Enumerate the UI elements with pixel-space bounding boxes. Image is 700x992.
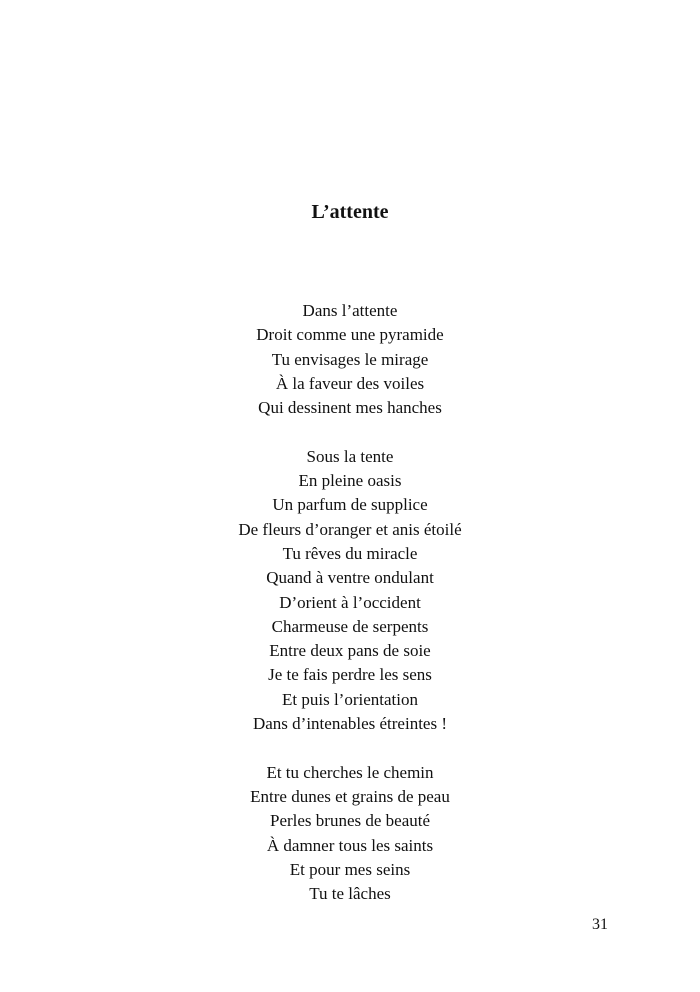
poem-line: Dans l’attente [302, 301, 398, 320]
poem-line: Et tu cherches le chemin [266, 762, 434, 782]
poem-line: Charmeuse de serpents [271, 616, 429, 636]
poem-line: D’orient à l’occident [279, 592, 421, 612]
poem-line: De fleurs d’oranger et anis étoilé [238, 519, 462, 539]
poem-line: Tu te lâches [309, 884, 391, 904]
poem-line: Dans d’intenables étreintes ! [252, 714, 447, 734]
poem-line: En pleine oasis [298, 471, 402, 491]
poem-line: Et puis l’orientation [282, 689, 418, 709]
poem-line: Tu envisages le mirage [271, 349, 429, 369]
poem-line: À la faveur des voiles [275, 373, 425, 393]
poem-line: Un parfum de supplice [272, 495, 428, 515]
poem-line: Et pour mes seins [289, 859, 411, 879]
poem-line: Droit comme une pyramide [256, 325, 444, 345]
poem-line: Je te fais perdre les sens [268, 665, 432, 685]
poem-body [0, 299, 700, 906]
poem-line: Quand à ventre ondulant [266, 568, 434, 588]
stanza-1 [0, 299, 700, 420]
poem-title: L’attente [311, 201, 389, 223]
poem-line: Perles brunes de beauté [269, 811, 431, 831]
poem-line: Qui dessinent mes hanches [258, 398, 442, 418]
poem-line: Entre dunes et grains de peau [250, 786, 450, 806]
poem-line: À damner tous les saints [266, 835, 434, 855]
poem-line: Entre deux pans de soie [269, 641, 431, 661]
poem-line: Tu rêves du miracle [282, 543, 418, 563]
stanza-3 [0, 761, 700, 907]
stanza-2 [0, 445, 700, 737]
page-number: 31 [592, 916, 608, 933]
poem-line: Sous la tente [306, 446, 394, 466]
